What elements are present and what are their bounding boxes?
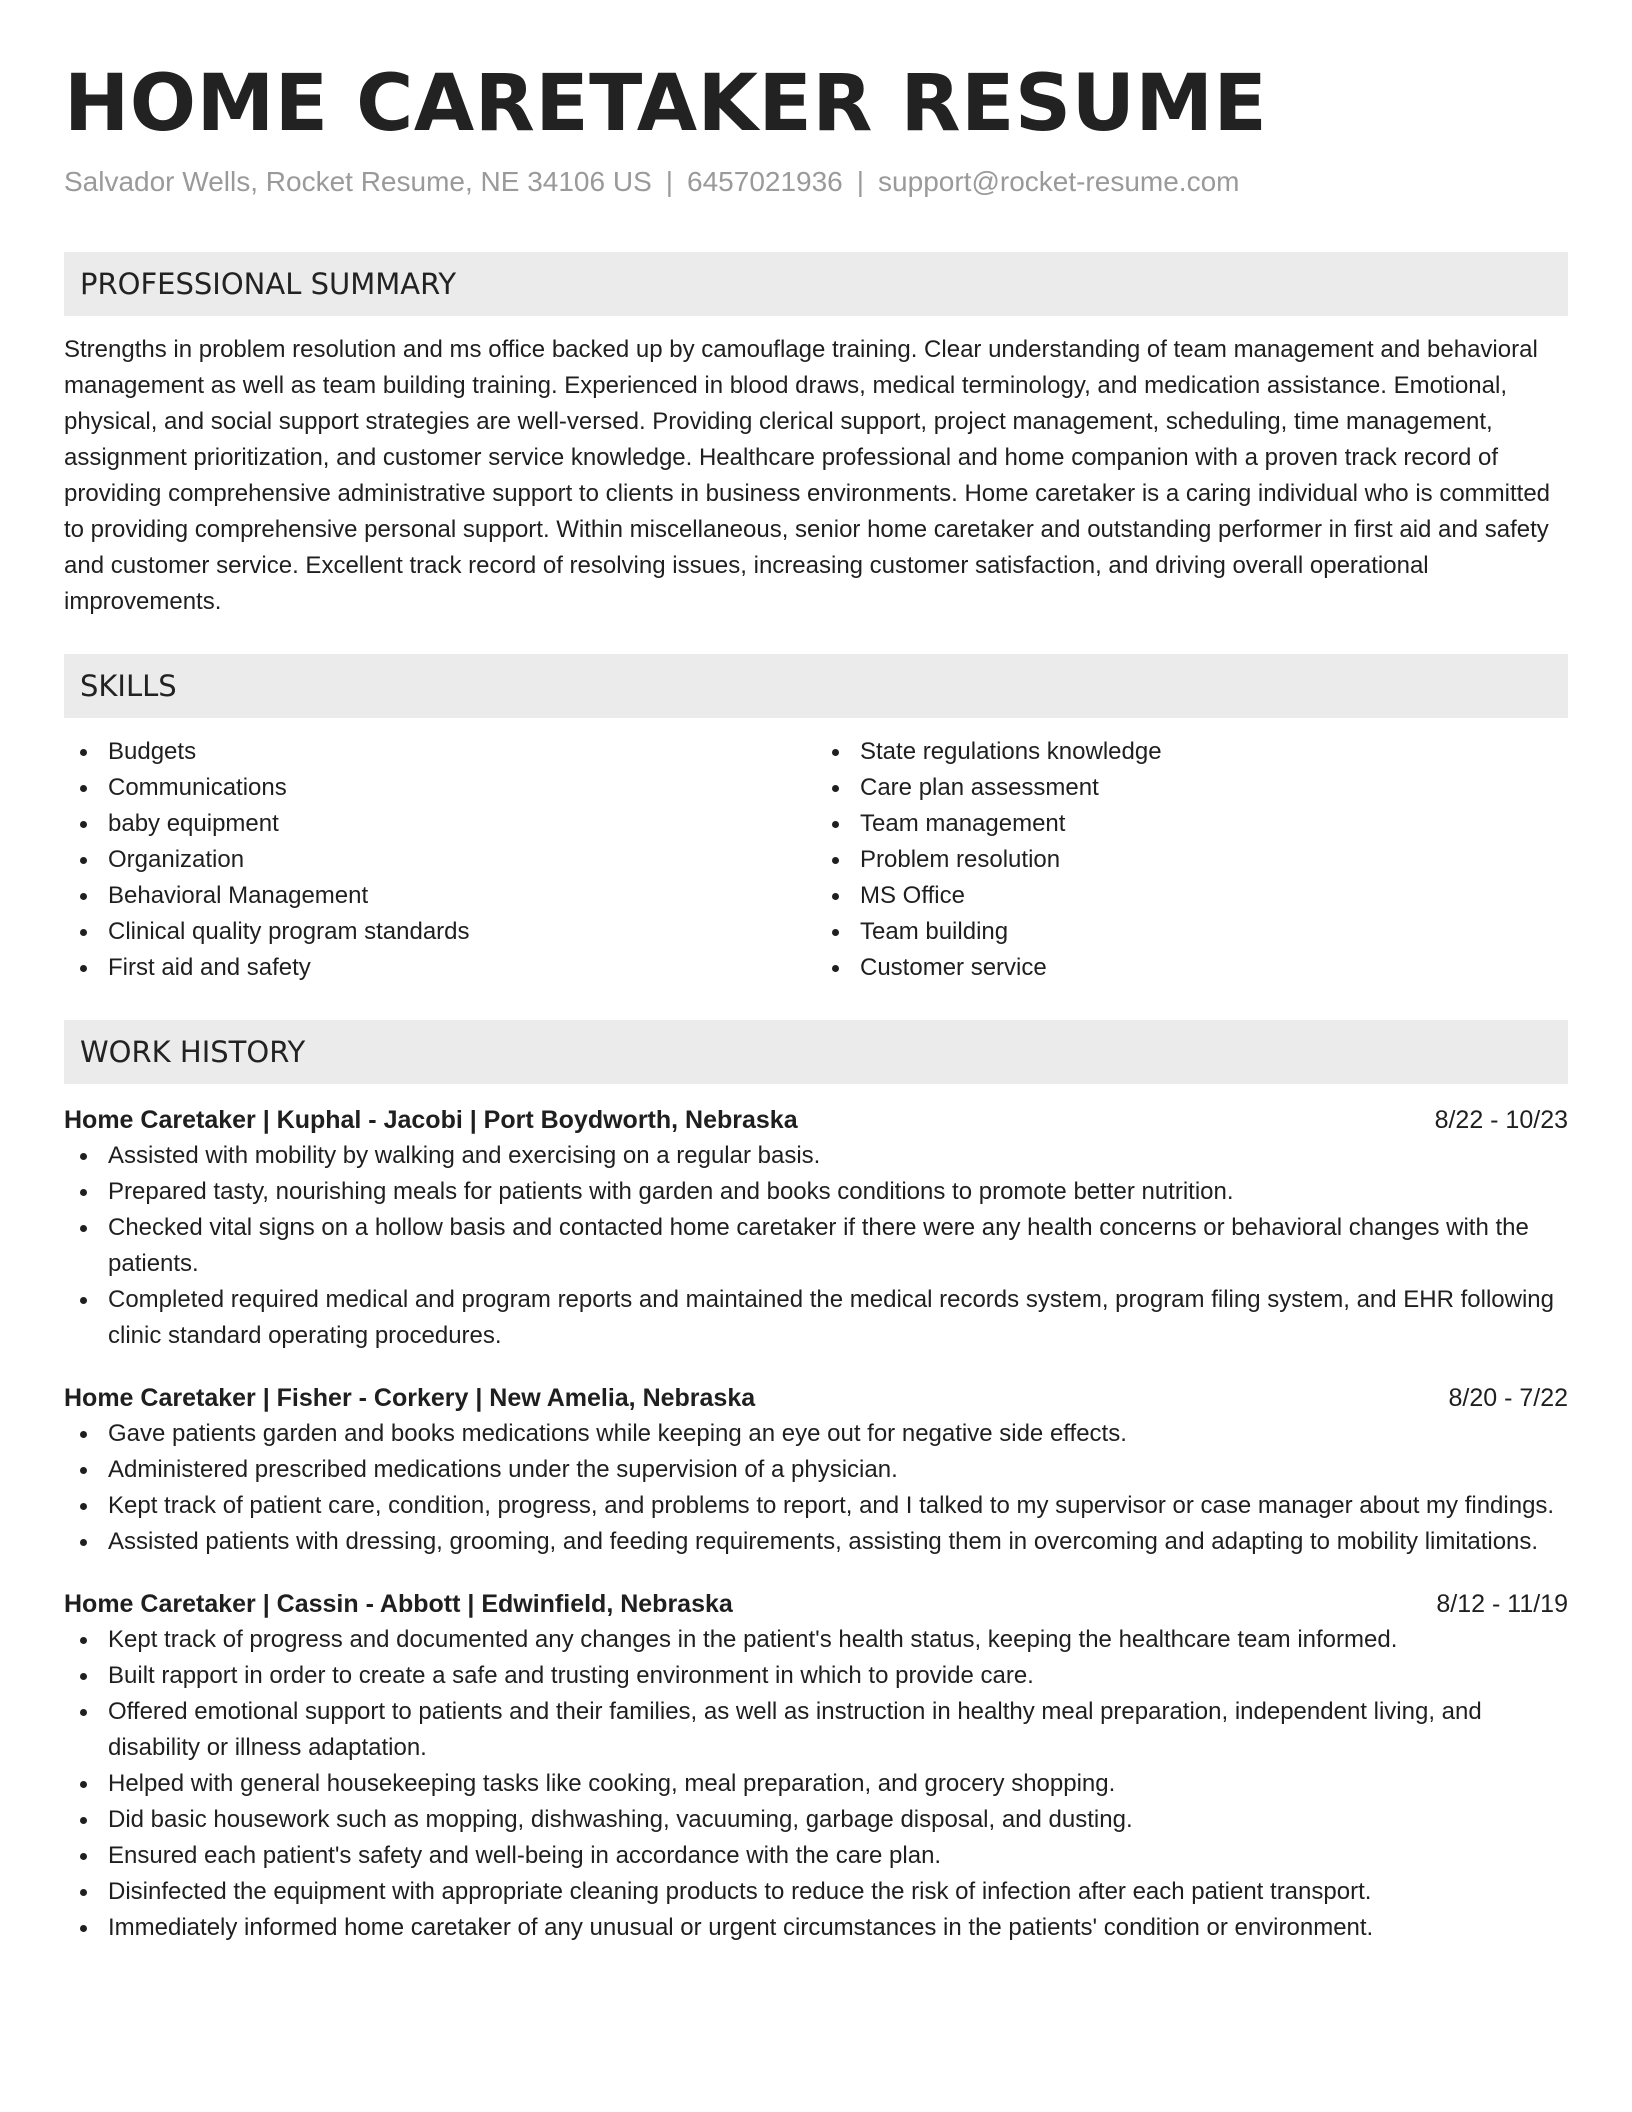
contact-email: support@rocket-resume.com xyxy=(878,166,1240,197)
bullet-dot-icon xyxy=(80,1781,87,1788)
bullet-dot-icon xyxy=(80,1467,87,1474)
job-bullet-text: Checked vital signs on a hollow basis and contacted home caretaker if there were any health concerns or behavioral changes with the patients. xyxy=(108,1214,1529,1277)
job-bullet xyxy=(64,1838,1568,1874)
contact-address: Salvador Wells, Rocket Resume, NE 34106 US xyxy=(64,166,652,197)
job-bullet xyxy=(64,1622,1568,1658)
bullet-dot-icon xyxy=(832,857,839,864)
job-bullets xyxy=(64,1138,1568,1354)
skill-item-text: Budgets xyxy=(108,738,197,765)
skill-item-text: Communications xyxy=(108,774,287,801)
job-bullet xyxy=(64,1174,1568,1210)
skill-item-text: Team building xyxy=(860,918,1009,945)
bullet-dot-icon xyxy=(832,893,839,900)
job-bullet xyxy=(64,1694,1568,1766)
bullet-dot-icon xyxy=(80,1189,87,1196)
job-header xyxy=(64,1586,1568,1622)
job-bullet-text: Built rapport in order to create a safe and trusting environment in which to provide care. xyxy=(108,1662,1034,1689)
job-dates: 8/12 - 11/19 xyxy=(1436,1590,1568,1618)
job-entry xyxy=(64,1586,1568,1946)
resume-title: HOME CARETAKER RESUME xyxy=(64,59,1268,149)
skill-item xyxy=(64,734,816,770)
skills-column-right xyxy=(816,734,1568,986)
skills-grid xyxy=(64,734,1568,986)
contact-line xyxy=(64,162,1568,202)
job-bullet-text: Ensured each patient's safety and well-being in accordance with the care plan. xyxy=(108,1842,942,1869)
job-bullets xyxy=(64,1622,1568,1946)
skill-item-text: Organization xyxy=(108,846,245,873)
skill-item-text: Team management xyxy=(860,810,1066,837)
bullet-dot-icon xyxy=(80,857,87,864)
skill-item xyxy=(64,878,816,914)
skill-item xyxy=(816,806,1568,842)
skills-heading: SKILLS xyxy=(64,654,1568,718)
job-dates: 8/22 - 10/23 xyxy=(1434,1106,1568,1134)
skill-item-text: Customer service xyxy=(860,954,1047,981)
skill-item-text: MS Office xyxy=(860,882,965,909)
job-entry xyxy=(64,1102,1568,1354)
skills-column-left xyxy=(64,734,816,986)
skill-item xyxy=(816,878,1568,914)
job-bullet xyxy=(64,1416,1568,1452)
job-bullet xyxy=(64,1210,1568,1282)
bullet-dot-icon xyxy=(80,893,87,900)
job-header xyxy=(64,1102,1568,1138)
job-bullet-text: Prepared tasty, nourishing meals for patients with garden and books conditions to promote better nutrition. xyxy=(108,1178,1234,1205)
skill-item xyxy=(64,950,816,986)
job-bullet-text: Completed required medical and program reports and maintained the medical records system, program filing system, and EHR following clinic standard operating procedures. xyxy=(108,1286,1554,1349)
job-title: Home Caretaker | Kuphal - Jacobi | Port Boydworth, Nebraska xyxy=(64,1106,798,1134)
job-bullet xyxy=(64,1524,1568,1560)
job-bullet-text: Administered prescribed medications under the supervision of a physician. xyxy=(108,1456,898,1483)
skill-item-text: baby equipment xyxy=(108,810,279,837)
bullet-dot-icon xyxy=(80,1153,87,1160)
skill-item xyxy=(64,806,816,842)
skill-item-text: State regulations knowledge xyxy=(860,738,1162,765)
job-bullet xyxy=(64,1766,1568,1802)
job-header xyxy=(64,1380,1568,1416)
skill-item xyxy=(816,770,1568,806)
bullet-dot-icon xyxy=(80,965,87,972)
bullet-dot-icon xyxy=(832,749,839,756)
bullet-dot-icon xyxy=(80,1889,87,1896)
bullet-dot-icon xyxy=(80,1637,87,1644)
job-bullet xyxy=(64,1138,1568,1174)
job-title: Home Caretaker | Fisher - Corkery | New Amelia, Nebraska xyxy=(64,1384,756,1412)
bullet-dot-icon xyxy=(832,929,839,936)
bullet-dot-icon xyxy=(832,821,839,828)
job-bullet xyxy=(64,1910,1568,1946)
skill-item xyxy=(816,842,1568,878)
job-bullet-text: Disinfected the equipment with appropriate cleaning products to reduce the risk of infection after each patient transport. xyxy=(108,1878,1372,1905)
skill-item-text: First aid and safety xyxy=(108,954,311,981)
bullet-dot-icon xyxy=(80,1673,87,1680)
job-dates: 8/20 - 7/22 xyxy=(1448,1384,1568,1412)
skill-item-text: Clinical quality program standards xyxy=(108,918,470,945)
job-bullet xyxy=(64,1452,1568,1488)
job-bullets xyxy=(64,1416,1568,1560)
bullet-dot-icon xyxy=(80,821,87,828)
skill-item-text: Care plan assessment xyxy=(860,774,1099,801)
bullet-dot-icon xyxy=(80,1853,87,1860)
job-bullet-text: Did basic housework such as mopping, dishwashing, vacuuming, garbage disposal, and dusting. xyxy=(108,1806,1133,1833)
job-bullet-text: Helped with general housekeeping tasks like cooking, meal preparation, and grocery shopping. xyxy=(108,1770,1116,1797)
bullet-dot-icon xyxy=(80,1225,87,1232)
skill-item xyxy=(816,734,1568,770)
skill-item xyxy=(816,950,1568,986)
bullet-dot-icon xyxy=(832,965,839,972)
job-title: Home Caretaker | Cassin - Abbott | Edwinfield, Nebraska xyxy=(64,1590,733,1618)
job-bullet xyxy=(64,1874,1568,1910)
contact-phone: 6457021936 xyxy=(687,166,843,197)
bullet-dot-icon xyxy=(80,1503,87,1510)
job-bullet-text: Kept track of patient care, condition, progress, and problems to report, and I talked to my supervisor or case manager about my findings. xyxy=(108,1492,1555,1519)
professional-summary-text: Strengths in problem resolution and ms office backed up by camouflage training. Clear understanding of team management and behavioral management as well as team building training. Experienced in blood draws, medical terminology, and medication assistance. Emotional, physical, and social support strategies are well-versed. Providing clerical support, project management, scheduling, time management, assignment prioritization, and customer service knowledge. Healthcare professional and home companion with a proven track record of providing comprehensive administrative support to clients in business environments. Home caretaker is a caring individual who is committed to providing comprehensive personal support. Within miscellaneous, senior home caretaker and outstanding performer in first aid and safety and customer service. Excellent track record of resolving issues, increasing customer satisfaction, and driving overall operational improvements. xyxy=(64,336,1551,615)
skill-item xyxy=(64,842,816,878)
bullet-dot-icon xyxy=(80,1925,87,1932)
skill-item xyxy=(816,914,1568,950)
bullet-dot-icon xyxy=(832,785,839,792)
job-bullet-text: Gave patients garden and books medications while keeping an eye out for negative side effects. xyxy=(108,1420,1127,1447)
job-bullet-text: Assisted with mobility by walking and exercising on a regular basis. xyxy=(108,1142,821,1169)
contact-separator: | xyxy=(665,166,674,197)
bullet-dot-icon xyxy=(80,1709,87,1716)
contact-separator: | xyxy=(856,166,865,197)
job-bullet-text: Assisted patients with dressing, grooming, and feeding requirements, assisting them in overcoming and adapting to mobility limitations. xyxy=(108,1528,1539,1555)
job-bullet-text: Kept track of progress and documented any changes in the patient's health status, keeping the healthcare team informed. xyxy=(108,1626,1398,1653)
job-bullet-text: Immediately informed home caretaker of any unusual or urgent circumstances in the patients' condition or environment. xyxy=(108,1914,1374,1941)
bullet-dot-icon xyxy=(80,1431,87,1438)
professional-summary-heading: PROFESSIONAL SUMMARY xyxy=(64,252,1568,316)
skill-item xyxy=(64,770,816,806)
job-bullet xyxy=(64,1658,1568,1694)
work-history-heading: WORK HISTORY xyxy=(64,1020,1568,1084)
job-bullet xyxy=(64,1488,1568,1524)
bullet-dot-icon xyxy=(80,785,87,792)
skill-item-text: Behavioral Management xyxy=(108,882,369,909)
job-bullet-text: Offered emotional support to patients and their families, as well as instruction in healthy meal preparation, independent living, and disability or illness adaptation. xyxy=(108,1698,1482,1761)
bullet-dot-icon xyxy=(80,1297,87,1304)
skill-item xyxy=(64,914,816,950)
bullet-dot-icon xyxy=(80,1817,87,1824)
job-entry xyxy=(64,1380,1568,1560)
bullet-dot-icon xyxy=(80,749,87,756)
job-bullet xyxy=(64,1802,1568,1838)
bullet-dot-icon xyxy=(80,1539,87,1546)
bullet-dot-icon xyxy=(80,929,87,936)
skill-item-text: Problem resolution xyxy=(860,846,1061,873)
job-bullet xyxy=(64,1282,1568,1354)
